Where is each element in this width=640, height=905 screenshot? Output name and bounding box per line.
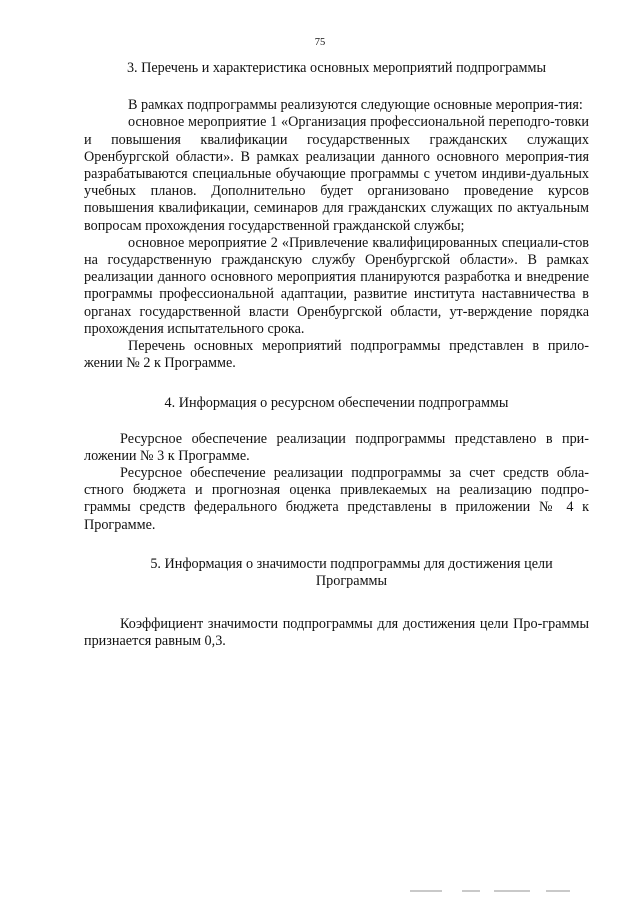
section-4-paragraph-1: Ресурсное обеспечение реализации подпрограммы представлено в при-ложении № 3 к Программе. <box>84 430 589 464</box>
section-5-paragraph-1: Коэффициент значимости подпрограммы для достижения цели Про-граммы признается равным 0,3. <box>84 616 589 650</box>
section-3-heading: 3. Перечень и характеристика основных мероприятий подпрограммы <box>126 60 547 76</box>
section-5-heading-line-1: 5. Информация о значимости подпрограммы для достижения цели <box>150 555 553 572</box>
section-3-closing: Перечень основных мероприятий подпрограммы представлен в прило-жении № 2 к Программе. <box>84 338 589 372</box>
footer-scan-marks <box>410 890 590 894</box>
section-3-intro: В рамках подпрограммы реализуются следующие основные мероприя-тия: <box>128 97 583 114</box>
section-4-heading: 4. Информация о ресурсном обеспечении подпрограммы <box>164 395 509 412</box>
document-body <box>84 60 589 651</box>
section-4-paragraph-2: Ресурсное обеспечение реализации подпрограммы за счет средств обла-стного бюджета и прогнозная оценка привлекаемых на реализацию подпро-граммы средств федерального бюджета представлены в приложении № 4 к Программе. <box>84 465 589 533</box>
page-number: 75 <box>314 37 326 48</box>
section-5-heading-line-2: Программы <box>315 573 388 590</box>
section-3-item-2: основное мероприятие 2 «Привлечение квалифицированных специали-стов на государственную гражданскую службу Оренбургской области». В рамках реализации данного основного мероприятия планируются разработка и внедрение программы профессиональной адаптации, развитие института наставничества в органах государственной власти Оренбургской области, ут-верждение порядка прохождения испытательного срока. <box>84 234 589 337</box>
section-3-item-1: основное мероприятие 1 «Организация профессиональной переподго-товки и повышения квалификации государственных гражданских служащих Оренбургской области». В рамках реализации данного основного мероприя-тия разрабатываются специальные обучающие программы с учетом индиви-дуальных учебных планов. Дополнительно будет организовано проведение курсов повышения квалификации, семинаров для гражданских служащих по актуальным вопросам прохождения государственной гражданской службы; <box>84 114 589 234</box>
